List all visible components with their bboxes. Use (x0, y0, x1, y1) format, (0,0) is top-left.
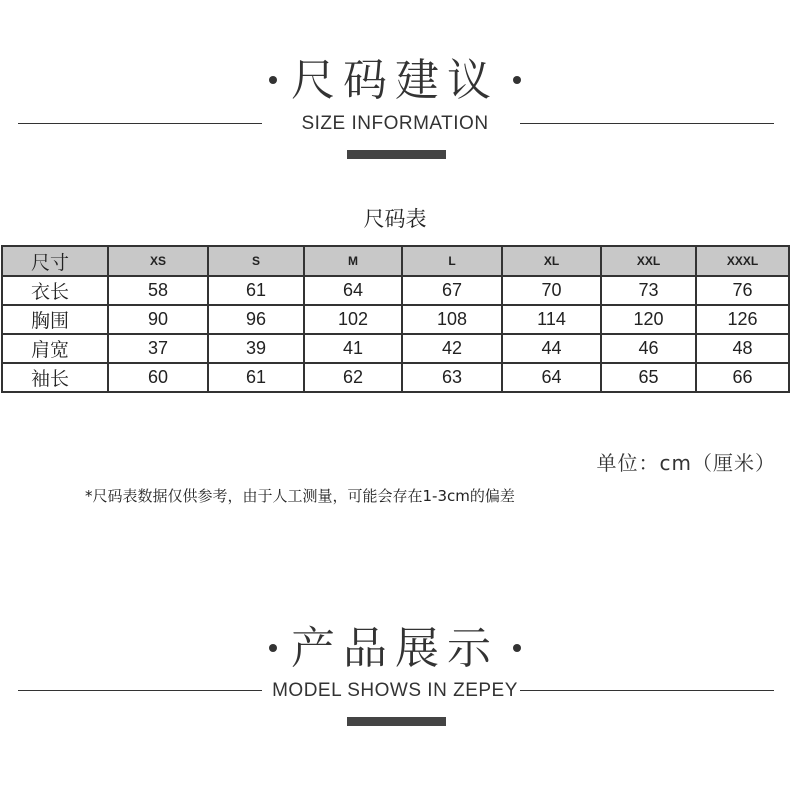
measurement-note: *尺码表数据仅供参考，由于人工测量，可能会存在1-3cm的偏差 (85, 487, 515, 505)
bullet-dot-icon (269, 644, 277, 652)
table-cell: 66 (696, 363, 789, 392)
table-cell: 108 (402, 305, 502, 334)
table-cell: 114 (502, 305, 601, 334)
product-section-title: 产品展示 (291, 623, 499, 674)
product-section-title-row (0, 624, 790, 674)
table-cell: 42 (402, 334, 502, 363)
bullet-dot-icon (513, 644, 521, 652)
header-cell: S (208, 246, 304, 276)
size-section-title: 尺码建议 (291, 55, 499, 106)
table-cell: 63 (402, 363, 502, 392)
table-cell: 64 (304, 276, 402, 305)
header-cell: L (402, 246, 502, 276)
header-cell: XXXL (696, 246, 789, 276)
row-label: 袖长 (2, 363, 108, 392)
table-cell: 46 (601, 334, 696, 363)
table-cell: 48 (696, 334, 789, 363)
table-row (2, 305, 789, 334)
table-cell: 102 (304, 305, 402, 334)
table-title: 尺码表 (363, 207, 427, 231)
header-cell: XXL (601, 246, 696, 276)
table-cell: 37 (108, 334, 208, 363)
table-cell: 96 (208, 305, 304, 334)
size-section-title-row (0, 56, 790, 106)
table-cell: 70 (502, 276, 601, 305)
table-cell: 39 (208, 334, 304, 363)
table-header-row (2, 246, 789, 276)
table-row (2, 334, 789, 363)
header-cell: XL (502, 246, 601, 276)
table-cell: 44 (502, 334, 601, 363)
table-row (2, 363, 789, 392)
bullet-dot-icon (269, 76, 277, 84)
section-accent-bar (347, 717, 446, 726)
table-cell: 61 (208, 276, 304, 305)
table-cell: 120 (601, 305, 696, 334)
row-label: 胸围 (2, 305, 108, 334)
section-accent-bar (347, 150, 446, 159)
unit-label: 单位：cm（厘米） (596, 451, 776, 475)
table-cell: 62 (304, 363, 402, 392)
row-label: 肩宽 (2, 334, 108, 363)
size-table (1, 245, 790, 393)
header-cell: 尺寸 (2, 246, 108, 276)
size-section-subtitle: SIZE INFORMATION (301, 113, 489, 134)
table-cell: 58 (108, 276, 208, 305)
row-label: 衣长 (2, 276, 108, 305)
table-cell: 64 (502, 363, 601, 392)
product-section-subtitle: MODEL SHOWS IN ZEPEY (272, 680, 518, 701)
table-cell: 60 (108, 363, 208, 392)
table-row (2, 276, 789, 305)
header-cell: M (304, 246, 402, 276)
table-cell: 41 (304, 334, 402, 363)
bullet-dot-icon (513, 76, 521, 84)
table-cell: 126 (696, 305, 789, 334)
table-cell: 90 (108, 305, 208, 334)
table-cell: 61 (208, 363, 304, 392)
table-cell: 67 (402, 276, 502, 305)
table-cell: 76 (696, 276, 789, 305)
table-cell: 73 (601, 276, 696, 305)
header-cell: XS (108, 246, 208, 276)
table-cell: 65 (601, 363, 696, 392)
